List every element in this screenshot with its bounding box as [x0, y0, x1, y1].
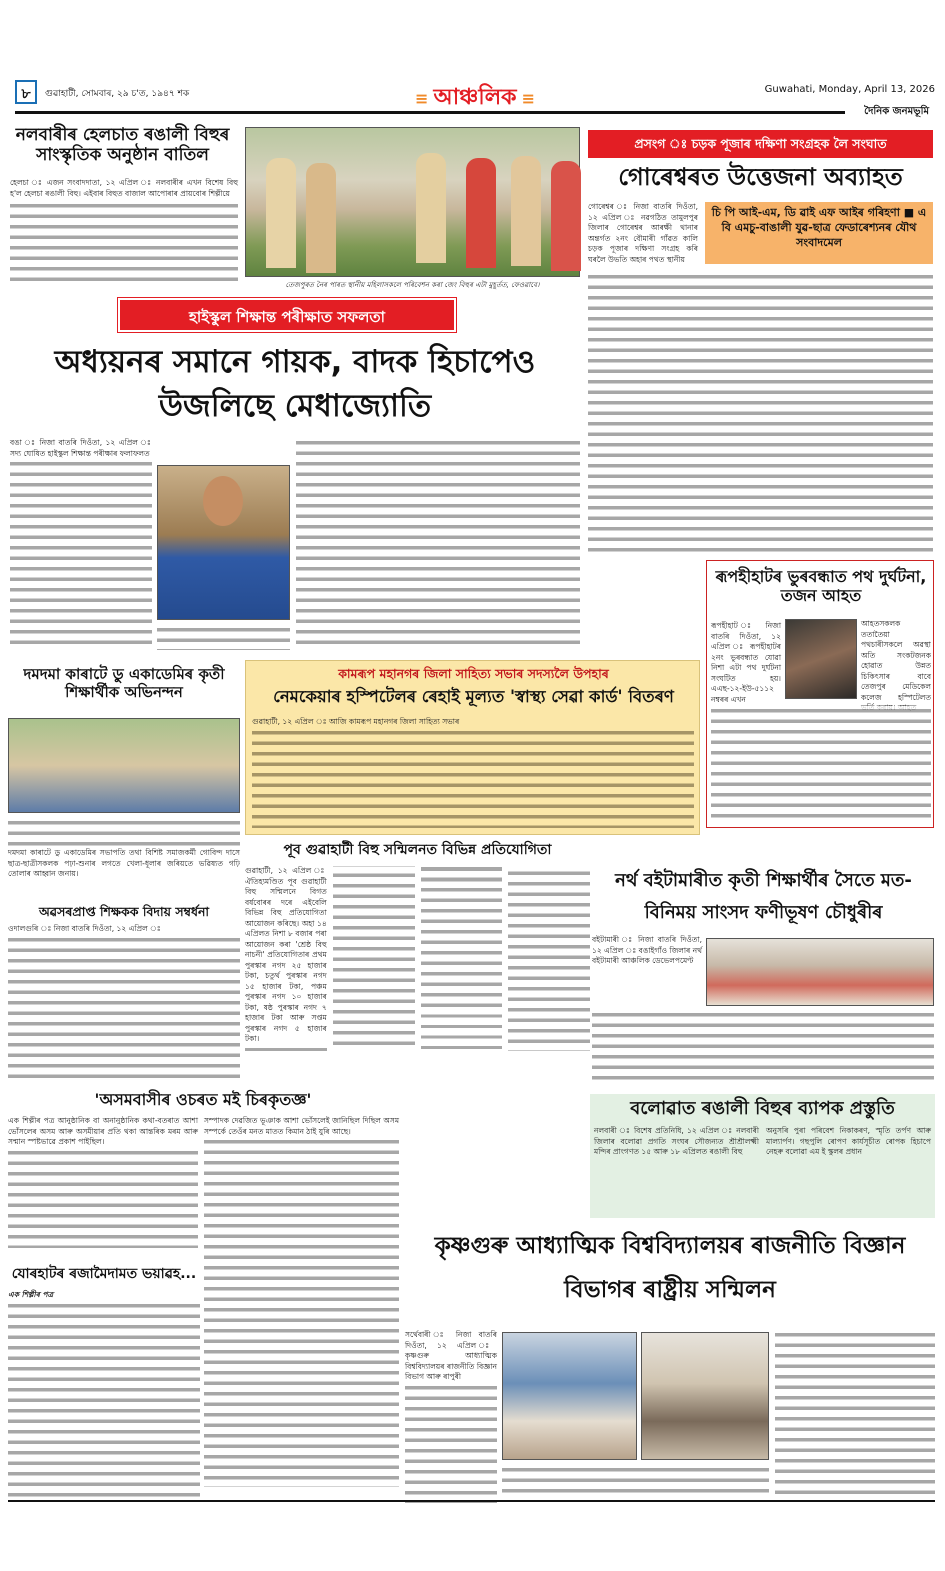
gohpur-lead: গোৰেশ্বৰ ঃ নিজা বাতৰি দিওঁতা, ১২ এপ্ৰিল ঃ নৱগঠিত তামুলপুৰ জিলাৰ গোৰেশ্বৰ আৰক্ষী থানাৰ অন্তৰ্গত ২নং বৌমাৰী গাঁৱত কালি চড়ক পূজাৰ দক্ষিণা সংগ্ৰহ কৰি ঘৰলৈ উভতি অহাৰ পথত স্থানীয়: [588, 202, 698, 264]
grateful-col1: [8, 1116, 198, 1262]
page-number: ৮: [15, 80, 37, 104]
rupohi-lead: ৰূপহীহাট ঃ নিজা বাতৰি দিওঁতা, ১২ এপ্ৰিল ঃ ৰূপহীহাটৰ ২নং ভুৰবন্ধাত যোৱা নিশা এটা পথ দুৰ্ঘটনা সংঘটিত হয়। এএছ-১২-ইউ-৫১১২ নম্বৰৰ এখন: [711, 621, 781, 704]
nalbari-lead: হেলচা ঃ এজন সংবাদদাতা, ১২ এপ্ৰিল ঃ নলবাৰীৰ এখন বিশেষ বিহু হ'ল হেলচা ৰঙালী বিহু। এইবাৰ বিহুত বাজাল আপোৰাৰ প্ৰায়বোৰ শিল্পীয়ে: [10, 178, 238, 198]
north-lead: বইটামাৰী ঃ নিজা বাতৰি দিওঁতা, ১২ এপ্ৰিল ঃ বঙাইগাঁও জিলাৰ নৰ্থ বইটামাৰী আঞ্চলিক ডেভেলপমেণ্ট: [592, 935, 702, 965]
bihu-photo-caption: তেজপুৰত নৈৰ পাৰত স্থানীয় মহিলাসকলে পৰিবেশন কৰা জেং বিহুৰ এটা মুহূৰ্তত, ফেওৱাবে।: [285, 281, 540, 289]
section-title: ≡ আঞ্চলিক ≡: [415, 85, 535, 110]
hs-body-col3: [296, 438, 580, 650]
grateful-lead2: সম্পাদক দেৱজিত ভূঞাক আশা ভোঁসলেই জানিছিল দিছিল অসম সম্পৰ্কে তেওঁৰ মনত মাতত কিমান ঠাই যুৰি আছে।: [204, 1116, 399, 1136]
eastguwahati-headline: পূব গুৱাহাটী বিহু সন্মিলনত বিভিন্ন প্ৰতিযোগিতা: [283, 842, 552, 858]
balowa-col2: অনুসৰি পুৰা পৰিবেশ নিকাকৰণ, স্মৃতি তৰ্পণ আৰু মাল্যাৰ্পণ। গছপুলি ৰোপণ কাৰ্যসূচীত ৰোপক হিচাপে নেহৰু বলোৱা এম ই স্কুলৰ প্ৰধান: [766, 1126, 931, 1156]
grateful-col2: [204, 1116, 399, 1496]
north-text: [592, 1010, 934, 1085]
jorhat-lead: এক শিল্পীৰ পত্ৰ: [8, 1290, 54, 1299]
balowa-headline: বলোৱাত ৰঙালী বিহুৰ ব্যাপক প্ৰস্তুতি: [630, 1098, 895, 1119]
kamrup-lead: গুৱাহাটী, ১২ এপ্ৰিল ঃ আজি কামৰূপ মহানগৰ জিলা সাহিত্য সভাৰ: [252, 717, 460, 726]
eastguwahati-body: [245, 866, 590, 1086]
bihu-dance-photo: [245, 127, 580, 277]
grateful-headline: 'অসমবাসীৰ ওচৰত মই চিৰকৃতজ্ঞ': [94, 1090, 312, 1109]
page-header: [15, 80, 935, 120]
section-title-text: আঞ্চলিক: [433, 85, 517, 110]
retired-headline: অৱসৰপ্ৰাপ্ত শিক্ষকক বিদায় সম্বৰ্ধনা: [38, 904, 210, 919]
hs-body-col2: [157, 625, 290, 650]
north-headline: নৰ্থ বইটামাৰীত কৃতী শিক্ষাৰ্থীৰ সৈতে মত-বিনিময় সাংসদ ফণীভূষণ চৌধুৰীৰ: [615, 870, 912, 923]
eastguwahati-lead: গুৱাহাটী, ১২ এপ্ৰিল ঃ ঐতিহ্যমণ্ডিত পূব গুৱাহাটী বিহু সন্মিলনে বিগত বৰ্ষবোৰৰ দৰে এইবেলি বিভিন্ন বিহু প্ৰতিযোগিতা আয়োজন কৰিছে। অহা ১৪ এপ্ৰিলত নিশা ৮ বজাৰ পৰা আয়োজন কৰা 'শ্ৰেষ্ঠ বিহু নাচনী' প্ৰতিযোগিতাৰ প্ৰথম পুৰস্কাৰ নগদ ২৫ হাজাৰ টকা, চতুৰ্থ পুৰস্কাৰ নগদ ১৫ হাজাৰ টকা, পঞ্চম পুৰস্কাৰ নগদ ১০ হাজাৰ টকা, ষষ্ঠ পুৰস্কাৰ নগদ ৭ হাজাৰ টকা আৰু সপ্তম পুৰস্কাৰ নগদ ৫ হাজাৰ টকা।: [245, 866, 327, 1043]
gohpur-box: চি পি আই-এম, ডি ৱাই এফ আইৰ গৰিহণা ■ এ বি এমচু-বাঙালী যুৱ-ছাত্ৰ ফেডাৰেশ্যনৰ যৌথ সংবাদমেল: [705, 202, 933, 264]
grateful-lead: এক শিল্পীৰ পত্ৰ আনুষ্ঠানিক বা অনানুষ্ঠানিক কথা-বতৰাত আশা ভোঁসলেৰ অসম আৰু অসমীয়াৰ প্ৰতি থকা আন্তৰিক মৰম আৰু সন্মান স্পষ্টভাৱে প্ৰকাশ পাইছিল।: [8, 1116, 198, 1146]
date-assamese: গুৱাহাটী, সোমবাৰ, ২৯ চ'ত, ১৯৪৭ শক: [45, 89, 190, 99]
rupohi-headline: ৰূপহীহাটৰ ভুৰবন্ধাত পথ দুৰ্ঘটনা, তজন আহত: [715, 567, 927, 606]
date-english: Guwahati, Monday, April 13, 2026: [764, 84, 935, 95]
nalbari-body: [10, 178, 238, 290]
retired-lead: ওদালগুৰি ঃ নিজা বাতৰি দিওঁতা, ১২ এপ্ৰিল ঃ: [8, 924, 161, 933]
damdama-photo: [8, 718, 240, 813]
damdama-body: [8, 818, 240, 900]
jorhat-headline: যোৰহাটৰ ৰজামৈদামত ভয়াৱহ...: [11, 1266, 197, 1282]
rupohi-text: [711, 706, 931, 821]
damdama-headline: দমদমা কাৰাটে ডু একাডেমিৰ কৃতী শিক্ষাৰ্থীক অভিনন্দন: [23, 665, 225, 701]
kamrup-body: [252, 717, 694, 829]
krishnaguru-col-right: [775, 1330, 935, 1496]
student-photo: [157, 465, 290, 620]
footer-rule: [8, 1500, 935, 1502]
krishnaguru-lead: সৰ্থেবাৰী ঃ নিজা বাতৰি দিওঁতা, ১২ এপ্ৰিল ঃ কৃষ্ণগুৰু আধ্যাত্মিক বিশ্ববিদ্যালয়ৰ ৰাজনীতি বিজ্ঞান বিভাগ আৰু ৰাপুৰী: [405, 1330, 497, 1381]
rupohi-box: [706, 560, 934, 828]
krishnaguru-col1: [405, 1330, 497, 1496]
krishnaguru-text-under: [502, 1465, 769, 1497]
injured-person-photo: [785, 619, 857, 699]
gohpur-body: [588, 202, 698, 272]
north-photo: [706, 938, 934, 1006]
gohpur-kicker: প্ৰসংগ ঃ চড়ক পূজাৰ দক্ষিণা সংগ্ৰহক লৈ সংঘাত: [588, 130, 933, 158]
seminar-photo-2: [641, 1332, 769, 1460]
kamrup-kicker: কামৰূপ মহানগৰ জিলা সাহিত্য সভাৰ সদস্যলৈ উপহাৰ: [338, 666, 609, 681]
paper-name: দৈনিক জনমভূমি: [864, 106, 929, 117]
jorhat-body: [8, 1290, 200, 1496]
balowa-box: [590, 1094, 935, 1218]
gohpur-headline: গোৰেশ্বৰত উত্তেজনা অব্যাহত: [618, 163, 903, 191]
gohpur-text-columns: [588, 272, 933, 554]
kamrup-box: [245, 660, 700, 835]
hs-body-col1: [10, 438, 152, 650]
kamrup-headline: নেমকেয়াৰ হস্পিটেলৰ ৰেহাই মূল্যত 'স্বাস্থ্য সেৱা কাৰ্ড' বিতৰণ: [273, 687, 674, 706]
hs-kicker: হাইস্কুল শিক্ষান্ত পৰীক্ষাত সফলতা: [118, 298, 456, 332]
damdama-lead: দমদমা কাৰাটে ডু একাডেমিৰ সভাপতি তথা বিশিষ্ট সমাজকৰ্মী গোবিন্দ দাসে ছাত্ৰ-ছাত্ৰীসকলক পঢ়া-শুনাৰ লগতে খেলা-ধূলাৰ জৰিয়তে ভৱিষ্যত গঢ়ি তোলাৰ আহ্বান জনায়।: [8, 848, 240, 878]
balowa-col1: নলবাৰী ঃ বিশেষ প্ৰতিনিধি, ১২ এপ্ৰিল ঃ নলবাৰী জিলাৰ বলোৱা প্ৰগতি সংঘৰ সৌজন্যত শ্ৰীশ্ৰীলক্ষ্মী মন্দিৰ প্ৰাংগণত ১৫ আৰু ১৮ এপ্ৰিলত ৰঙালী বিহু: [594, 1126, 759, 1156]
nalbari-headline: নলবাৰীৰ হেলচাত ৰঙালী বিহুৰ সাংস্কৃতিক অনুষ্ঠান বাতিল: [15, 125, 230, 166]
retired-body: [8, 924, 240, 1084]
rupohi-side: আহতসকলক ততাতৈয়া পথচাৰীসকলে অৱস্থা অতি সংকটজনক হোৱাত উন্নত চিকিৎসাৰ বাবে তেজপুৰ মেডিকেল কলেজ হস্পিটেলত: [861, 619, 931, 702]
header-rule: [15, 111, 845, 114]
hs-headline: অধ্যয়নৰ সমানে গায়ক, বাদক হিচাপেও উজলিছে মেধাজ্যোতি: [54, 344, 536, 424]
seminar-photo-1: [502, 1332, 637, 1460]
krishnaguru-headline: কৃষ্ণগুৰু আধ্যাত্মিক বিশ্ববিদ্যালয়ৰ ৰাজনীতি বিজ্ঞান বিভাগৰ ৰাষ্ট্ৰীয় সন্মিলন: [434, 1233, 906, 1303]
hs-lead: বঙা ঃ নিজা বাতৰি দিওঁতা, ১২ এপ্ৰিল ঃ সদ্য ঘোষিত হাইস্কুল শিক্ষান্ত পৰীক্ষাৰ ফলাফলত: [10, 438, 152, 458]
